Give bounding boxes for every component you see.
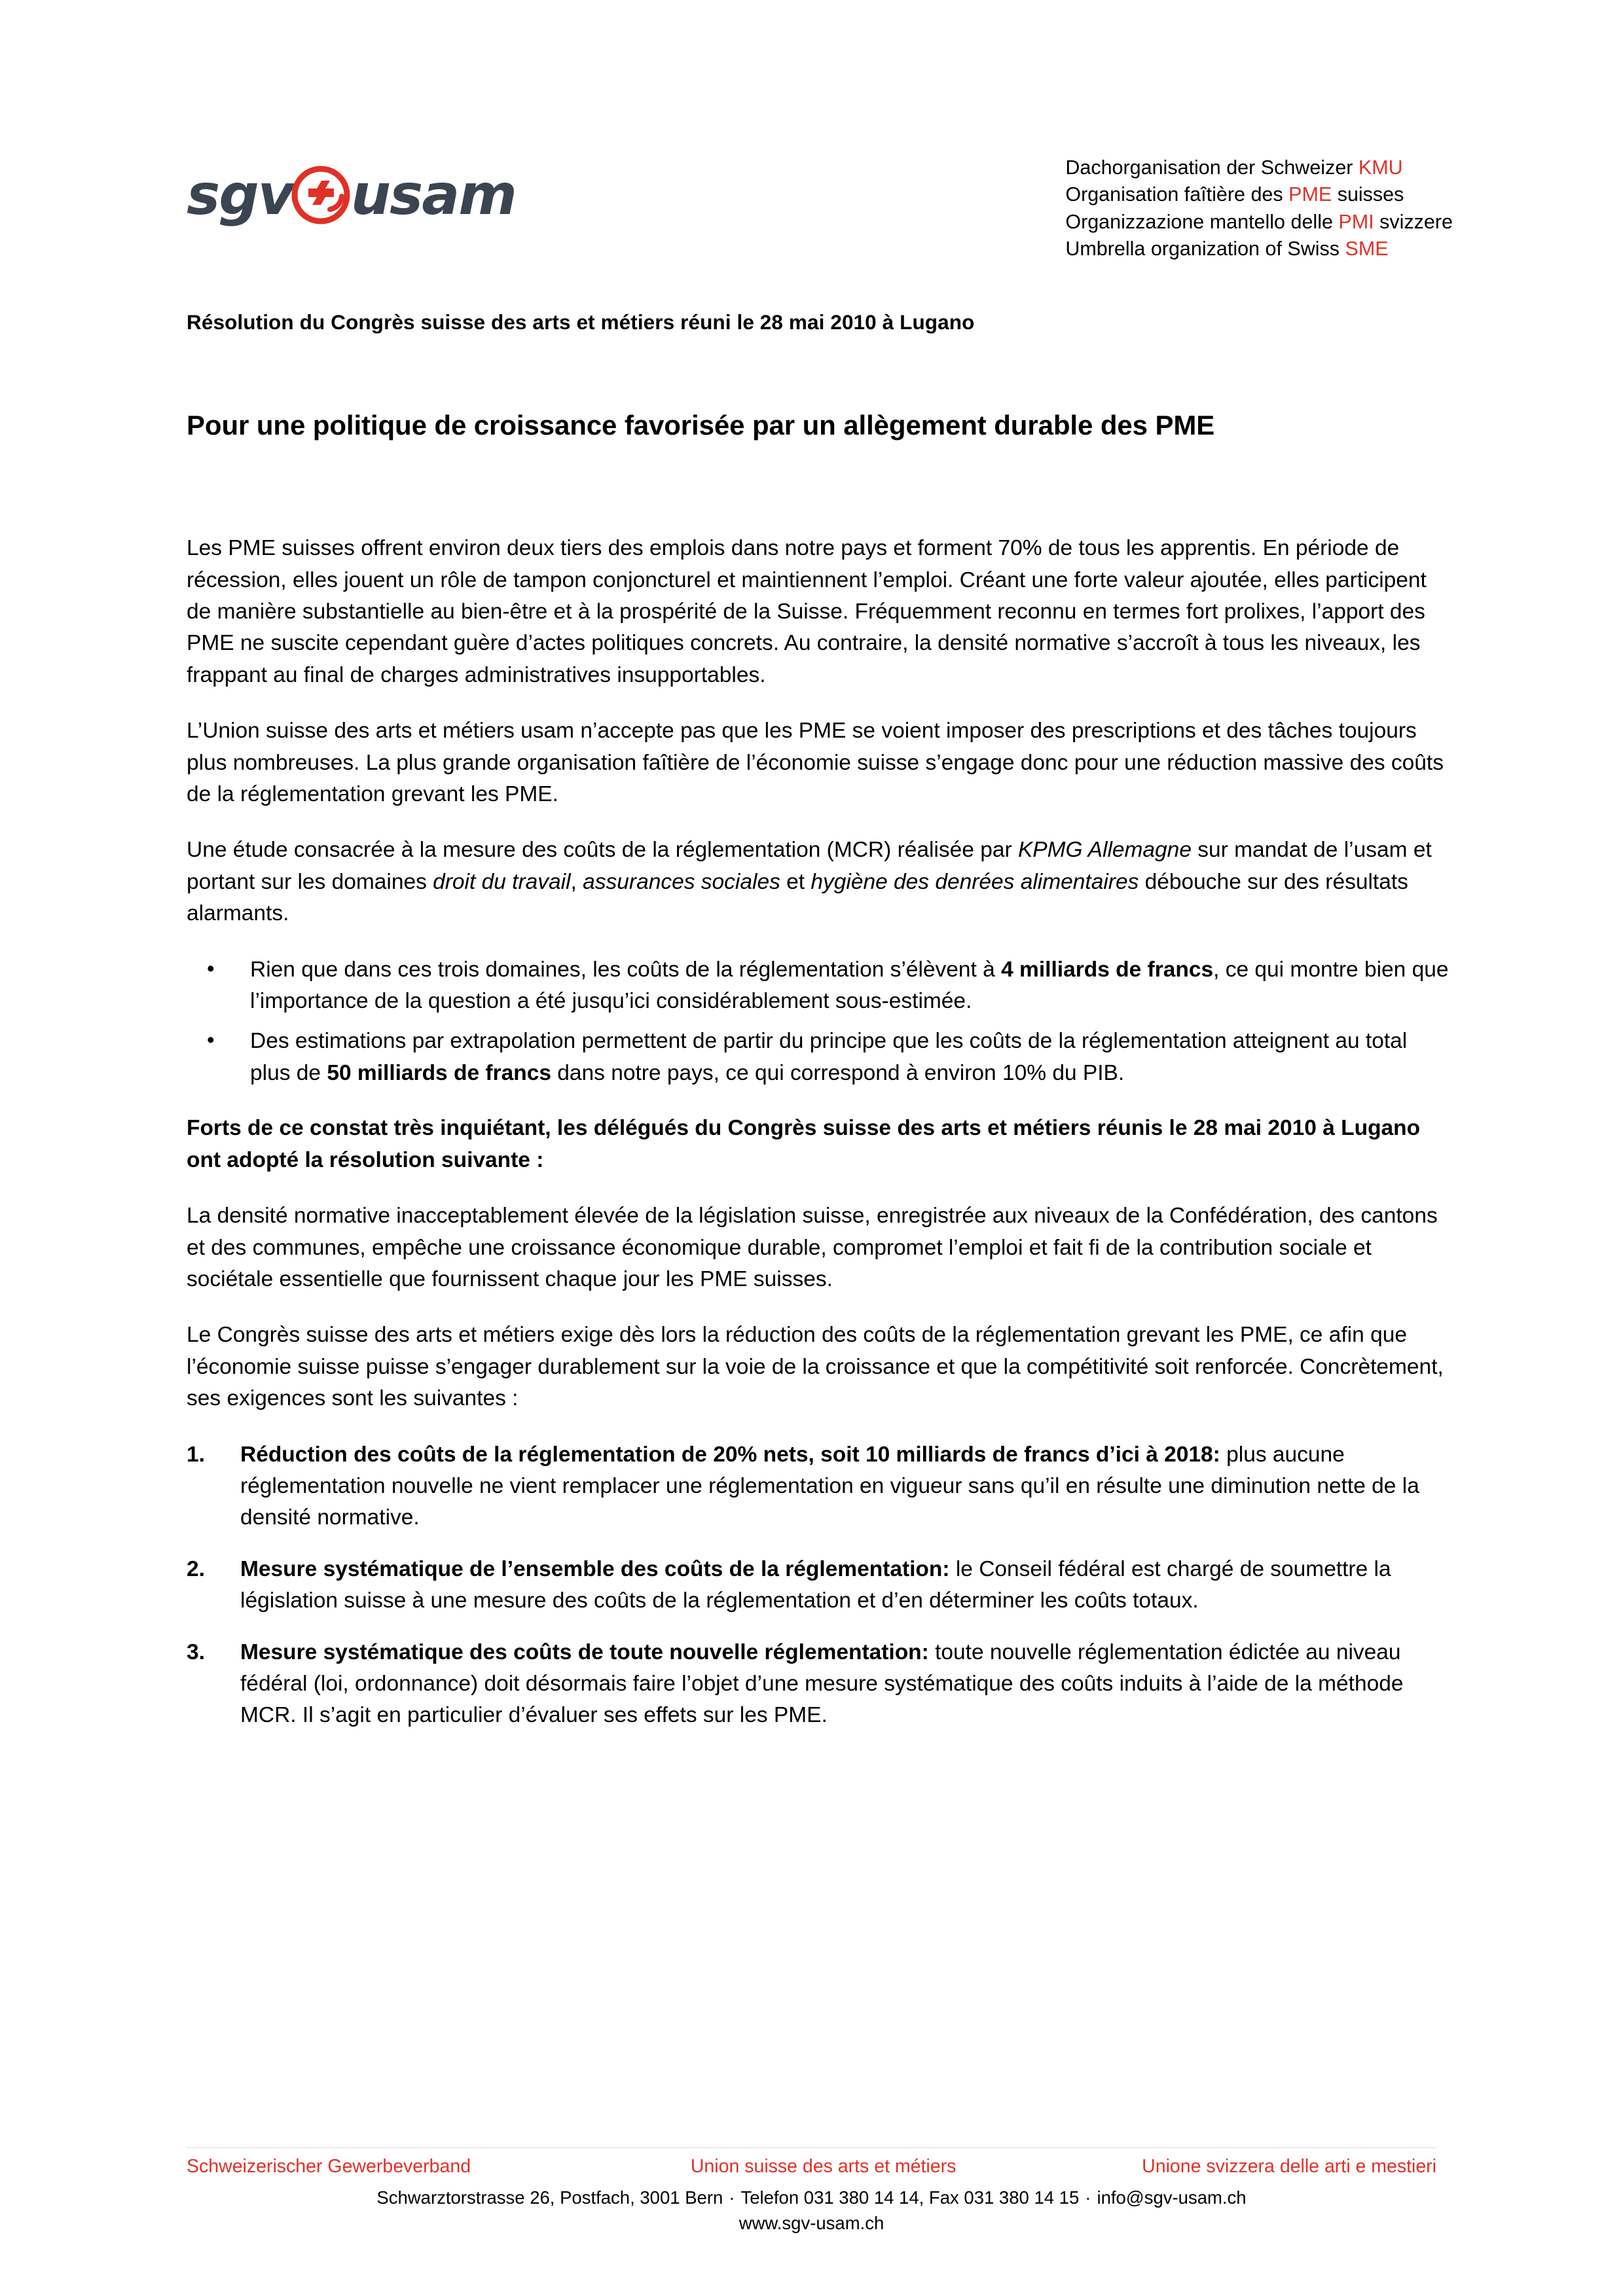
page-header	[187, 149, 1453, 267]
footer-email-link[interactable]: info@sgv-usam.ch	[1097, 2187, 1247, 2208]
footer-contact	[187, 2185, 1436, 2236]
footer-website-link[interactable]: www.sgv-usam.ch	[739, 2212, 884, 2233]
swiss-cross-circle-emblem-icon	[287, 161, 355, 229]
italic-labour-law: droit du travail	[433, 869, 571, 894]
list-item: Mesure systématique de l’ensemble des coûts de la réglementation: le Conseil fédéral est chargé de soumettre la législation suisse à une mesure des coûts de la réglementation et d’en déterminer les coûts totaux.	[240, 1556, 1391, 1613]
italic-food-hygiene: hygiène des denrées alimentaires	[811, 869, 1139, 894]
resolution-lead-in: Forts de ce constat très inquiétant, les délégués du Congrès suisse des arts et métiers réunis le 28 mai 2010 à Lugano ont adopté la résolution suivante :	[187, 1116, 1421, 1172]
italic-social-insurance: assurances sociales	[583, 869, 780, 894]
footer-divider	[187, 2147, 1436, 2148]
separator-dot: ·	[729, 2187, 735, 2208]
accent-kmu: KMU	[1358, 156, 1403, 179]
footer-contact-line-1	[187, 2185, 1436, 2210]
logo-text-usam: usam	[350, 162, 516, 228]
organization-languages	[1065, 154, 1453, 263]
footer-org-it: Unione svizzera delle arti e mestieri	[1142, 2155, 1436, 2177]
requirement-1-heading: Réduction des coûts de la réglementation de 20% nets, soit 10 milliards de francs d’ici à 2018:	[240, 1442, 1220, 1467]
paragraph-intro: Les PME suisses offrent environ deux tiers des emplois dans notre pays et forment 70% de tous les apprentis. En période de récession, elles jouent un rôle de tampon conjoncturel et maintiennent l’emploi. Créant une forte valeur ajoutée, elles participent de manière substantielle au bien-être et à la prospérité de la Suisse. Fréquemment reconnu en termes fort prolixes, l’apport des PME ne suscite cependant guère d’actes politiques concrets. Au contraire, la densité normative s’accroît à tous les niveaux, les frappant au final de charges administratives insupportables.	[187, 536, 1427, 687]
findings-bullet-list	[187, 954, 1450, 1090]
paragraph-kpmg-study: Une étude consacrée à la mesure des coûts de la réglementation (MCR) réalisée par KPMG Allemagne sur mandat de l’usam et portant sur les domaines droit du travail, assurances sociales et hygiène des denrées alimentaires débouche sur des résultats alarmants.	[187, 838, 1432, 926]
sgv-usam-logo	[187, 156, 516, 234]
list-item: • Des estimations par extrapolation permettent de partir du principe que les coûts de la réglementation atteignent au total plus de 50 milliards de francs dans notre pays, ce qui correspond à environ 10% du PIB.	[187, 1026, 1450, 1089]
accent-pme: PME	[1288, 183, 1332, 206]
footer-org-fr: Union suisse des arts et métiers	[690, 2155, 957, 2177]
requirement-2-heading: Mesure systématique de l’ensemble des coûts de la réglementation:	[240, 1556, 950, 1581]
list-item: Réduction des coûts de la réglementation de 20% nets, soit 10 milliards de francs d’ici à 2018: plus aucune réglementation nouvelle ne vient remplacer une réglementation en vigueur sans qu’il en résulte une diminution nette de la densité normative.	[240, 1442, 1419, 1530]
list-item: Mesure systématique des coûts de toute nouvelle réglementation: toute nouvelle réglementation édictée au niveau fédéral (loi, ordonnance) doit désormais faire l’objet d’une mesure systématique des coûts induits à l’aide de la méthode MCR. Il s’agit en particulier d’évaluer ses effets sur les PME.	[240, 1640, 1404, 1728]
paragraph-usam-position: L’Union suisse des arts et métiers usam n’accepte pas que les PME se voient imposer des prescriptions et des tâches toujours plus nombreuses. La plus grande organisation faîtière de l’économie suisse s’engage donc pour une réduction massive des coûts de la réglementation grevant les PME.	[187, 719, 1444, 807]
list-item: • Rien que dans ces trois domaines, les coûts de la réglementation s’élèvent à 4 milliards de francs, ce qui montre bien que l’importance de la question a été jusqu’ici considérablement sous-estimée.	[187, 954, 1450, 1018]
footer-address-text: Schwarztorstrasse 26, Postfach, 3001 Bern	[376, 2187, 723, 2208]
document-body	[187, 308, 1450, 1751]
bold-4-billion: 4 milliards de francs	[1001, 957, 1214, 982]
bold-50-billion: 50 milliards de francs	[327, 1060, 551, 1085]
page-title: Pour une politique de croissance favorisée par un allègement durable des PME	[187, 409, 1215, 440]
footer-contact-line-2	[187, 2210, 1436, 2236]
separator-dot: ·	[1085, 2187, 1091, 2208]
org-line-en: Umbrella organization of Swiss SME	[1065, 238, 1389, 260]
page-footer	[187, 2147, 1436, 2236]
paragraph-congress-demands: Le Congrès suisse des arts et métiers exige dès lors la réduction des coûts de la réglementation grevant les PME, ce afin que l’économie suisse puisse s’engager durablement sur la voie de la croissance et que la compétitivité soit renforcée. Concrètement, ses exigences sont les suivantes :	[187, 1323, 1444, 1411]
org-line-fr: Organisation faîtière des PME suisses	[1065, 183, 1404, 206]
italic-kpmg: KPMG Allemagne	[1017, 838, 1192, 863]
accent-sme: SME	[1345, 238, 1389, 260]
logo-text-sgv: sgv	[187, 162, 293, 228]
footer-org-de: Schweizerischer Gewerbeverband	[187, 2155, 471, 2177]
footer-phone-text: Telefon 031 380 14 14, Fax 031 380 14 15	[740, 2187, 1080, 2208]
document-subtitle: Résolution du Congrès suisse des arts et métiers réuni le 28 mai 2010 à Lugano	[187, 310, 975, 334]
footer-organization-names	[187, 2156, 1436, 2178]
paragraph-normative-density: La densité normative inacceptablement élevée de la législation suisse, enregistrée aux niveaux de la Confédération, des cantons et des communes, empêche une croissance économique durable, compromet l’emploi et fait fi de la contribution sociale et sociétale essentielle que fournissent chaque jour les PME suisses.	[187, 1204, 1438, 1291]
requirement-3-heading: Mesure systématique des coûts de toute nouvelle réglementation:	[240, 1640, 929, 1664]
accent-pmi: PMI	[1338, 210, 1374, 233]
org-line-it: Organizzazione mantello delle PMI svizzere	[1065, 210, 1453, 233]
requirements-list	[187, 1439, 1450, 1732]
org-line-de: Dachorganisation der Schweizer KMU	[1065, 156, 1403, 179]
